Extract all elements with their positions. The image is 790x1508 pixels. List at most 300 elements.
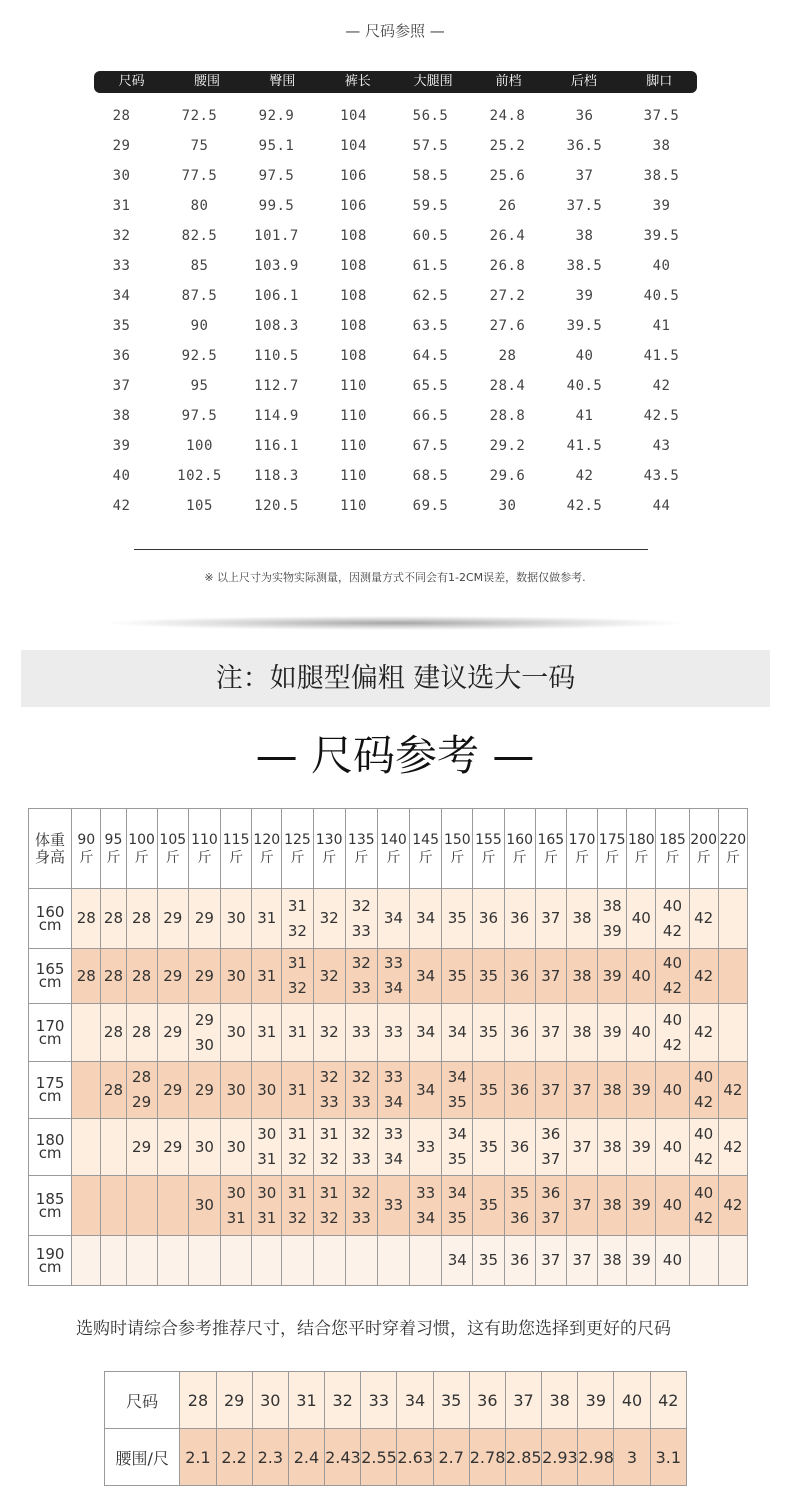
size-cell: 29 — [216, 1372, 252, 1429]
size-value: 38 — [602, 1251, 622, 1269]
size-cell — [157, 1119, 188, 1176]
size-value: 42 — [694, 966, 714, 985]
size-value: 39 — [631, 1251, 651, 1269]
size-value: 42 — [723, 1080, 743, 1099]
size-cell — [188, 949, 220, 1004]
size-value: 34 — [447, 1023, 467, 1041]
size-cell — [535, 1062, 566, 1119]
height-weight-size-grid — [28, 808, 748, 1286]
table-cell: 37.5 — [643, 108, 680, 124]
size-cell: 36 — [469, 1372, 505, 1429]
height-header — [29, 889, 72, 949]
size-cell — [377, 949, 409, 1004]
weight-unit: 斤 — [481, 849, 496, 866]
size-value: 35 — [478, 1137, 499, 1156]
waist-cell: 2.7 — [433, 1429, 469, 1486]
decorative-shadow — [110, 616, 680, 630]
table-cell: 33 — [112, 258, 131, 274]
size-cell — [535, 949, 566, 1004]
weight-header — [566, 809, 597, 889]
table-cell: 37.5 — [566, 198, 603, 214]
table-cell: 77.5 — [181, 168, 218, 184]
height-row — [29, 1119, 748, 1176]
size-value: 28 — [76, 909, 96, 927]
waist-cell: 2.55 — [361, 1429, 397, 1486]
size-cell — [566, 949, 597, 1004]
table-cell: 67.5 — [412, 438, 449, 454]
size-value: 42 — [694, 909, 714, 927]
size-cell — [689, 1119, 718, 1176]
height-row — [29, 949, 748, 1004]
size-cell — [656, 889, 689, 949]
size-value: 32 — [351, 1068, 371, 1086]
size-value: 38 — [602, 896, 622, 915]
weight-unit: 斤 — [605, 849, 620, 866]
size-value: 40 — [631, 966, 651, 985]
table-cell: 40 — [575, 348, 594, 364]
table-cell: 42.5 — [643, 408, 680, 424]
size-value: 30 — [194, 1137, 214, 1156]
size-cell — [126, 1062, 157, 1119]
size-cell — [627, 889, 656, 949]
size-cell — [598, 1004, 627, 1062]
size-value: 40 — [662, 896, 683, 915]
size-value: 35 — [447, 966, 467, 985]
table-row — [82, 161, 700, 191]
size-cell — [566, 1119, 597, 1176]
weight-value: 180 — [627, 831, 655, 848]
size-cell — [101, 1062, 126, 1119]
size-cell — [252, 1236, 282, 1286]
size-cell — [504, 1062, 535, 1119]
weight-header — [718, 809, 747, 889]
height-header — [29, 1119, 72, 1176]
size-cell — [72, 1004, 101, 1062]
size-cell — [126, 949, 157, 1004]
size-value: 28 — [132, 966, 152, 985]
table-cell: 101.7 — [254, 228, 299, 244]
weight-header — [126, 809, 157, 889]
size-value: 31 — [257, 1150, 277, 1168]
size-cell — [221, 1004, 252, 1062]
table-cell: 42 — [575, 468, 594, 484]
size-cell — [656, 1119, 689, 1176]
size-cell — [282, 1004, 313, 1062]
table-cell: 92.9 — [258, 108, 295, 124]
height-value: 160 — [35, 902, 65, 921]
size-value: 34 — [383, 979, 403, 997]
size-cell — [718, 1062, 747, 1119]
table-cell: 37 — [575, 168, 594, 184]
table-cell: 112.7 — [254, 378, 299, 394]
table-cell: 105 — [186, 498, 213, 514]
size-value: 33 — [319, 1093, 339, 1111]
size-value: 36 — [478, 909, 499, 927]
size-cell — [566, 1004, 597, 1062]
size-cell — [504, 1176, 535, 1236]
table-cell: 102.5 — [177, 468, 222, 484]
size-cell — [377, 1062, 409, 1119]
weight-value: 130 — [315, 831, 343, 848]
weight-unit: 斤 — [634, 849, 649, 866]
table-cell: 90 — [190, 318, 209, 334]
size-value: 30 — [226, 1137, 246, 1156]
size-value: 37 — [572, 1080, 592, 1099]
size-cell — [72, 1062, 101, 1119]
weight-unit: 斤 — [165, 849, 180, 866]
size-cell: 39 — [578, 1372, 614, 1429]
height-unit: cm — [38, 973, 62, 991]
weight-header — [282, 809, 313, 889]
size-value: 39 — [602, 921, 622, 940]
size-value: 38 — [602, 1196, 622, 1214]
size-value: 29 — [163, 1137, 183, 1156]
table-cell: 30 — [112, 168, 131, 184]
size-cell — [313, 889, 345, 949]
size-cell — [566, 889, 597, 949]
size-cell — [188, 1236, 220, 1286]
weight-header — [504, 809, 535, 889]
size-cell — [313, 1062, 345, 1119]
table-row — [82, 401, 700, 431]
size-cell — [473, 1062, 504, 1119]
weight-value: 95 — [104, 831, 123, 848]
size-cell: 38 — [542, 1372, 578, 1429]
height-unit: cm — [38, 915, 62, 934]
size-cell: 30 — [252, 1372, 288, 1429]
waist-cell: 2.98 — [578, 1429, 614, 1486]
size-cell — [656, 1176, 689, 1236]
weight-value: 125 — [284, 831, 311, 848]
size-cell — [72, 1236, 101, 1286]
size-value: 32 — [351, 1183, 371, 1202]
size-chart-body — [82, 101, 700, 521]
size-value: 32 — [319, 1023, 339, 1041]
size-cell — [442, 949, 473, 1004]
height-row — [29, 1004, 748, 1062]
waist-cell: 2.1 — [180, 1429, 216, 1486]
size-cell — [442, 1119, 473, 1176]
size-cell — [252, 1062, 282, 1119]
table-cell: 40 — [652, 258, 671, 274]
table-cell: 82.5 — [181, 228, 218, 244]
table-cell: 38 — [652, 138, 671, 154]
size-value: 29 — [132, 1137, 152, 1156]
size-cell — [126, 889, 157, 949]
size-value: 36 — [510, 1251, 530, 1269]
waist-cell: 2.4 — [288, 1429, 324, 1486]
table-cell: 38.5 — [643, 168, 680, 184]
table-cell: 29 — [112, 138, 131, 154]
size-value: 35 — [478, 1080, 499, 1099]
size-value: 36 — [510, 1137, 530, 1156]
weight-value: 100 — [128, 831, 155, 848]
size-cell — [221, 1119, 252, 1176]
size-value: 31 — [226, 1208, 246, 1227]
height-unit: cm — [38, 1087, 62, 1105]
height-value: 165 — [35, 960, 65, 978]
table-cell: 104 — [340, 108, 367, 124]
table-cell: 103.9 — [254, 258, 299, 274]
size-value: 28 — [103, 1023, 123, 1041]
table-row — [82, 191, 700, 221]
size-value: 30 — [257, 1183, 277, 1202]
table-cell: 40.5 — [566, 378, 603, 394]
size-cell — [410, 949, 442, 1004]
table-cell: 106.1 — [254, 288, 299, 304]
table-cell: 99.5 — [258, 198, 295, 214]
size-value: 28 — [103, 966, 123, 985]
size-value: 31 — [287, 896, 307, 915]
size-value: 31 — [319, 1183, 339, 1202]
size-cell — [627, 1119, 656, 1176]
size-cell — [377, 1176, 409, 1236]
weight-value: 150 — [443, 831, 471, 848]
size-value: 37 — [541, 1023, 561, 1041]
size-cell — [313, 1119, 345, 1176]
table-cell: 65.5 — [412, 378, 449, 394]
table-cell: 28.4 — [489, 378, 526, 394]
size-cell — [442, 1236, 473, 1286]
table-cell: 36 — [575, 108, 594, 124]
weight-unit: 斤 — [106, 849, 121, 866]
size-value: 31 — [257, 909, 277, 927]
height-row — [29, 1176, 748, 1236]
table-cell: 26.8 — [489, 258, 526, 274]
height-unit: cm — [38, 1257, 62, 1276]
size-cell — [345, 1062, 377, 1119]
size-value: 29 — [163, 909, 183, 927]
size-cell — [72, 1176, 101, 1236]
size-cell — [377, 1236, 409, 1286]
table-cell: 60.5 — [412, 228, 449, 244]
weight-value: 115 — [222, 831, 250, 848]
table-cell: 110 — [340, 408, 367, 424]
size-cell — [72, 889, 101, 949]
size-cell — [718, 949, 747, 1004]
size-value: 33 — [351, 1150, 371, 1168]
weight-value: 155 — [475, 831, 502, 848]
size-value: 40 — [662, 1137, 683, 1156]
weight-header — [442, 809, 473, 889]
size-cell — [566, 1176, 597, 1236]
weight-value: 220 — [719, 831, 747, 848]
weight-value: 200 — [690, 831, 717, 848]
size-value: 30 — [257, 1125, 277, 1143]
table-cell: 104 — [340, 138, 367, 154]
column-header: 脚口 — [646, 74, 673, 89]
size-value: 40 — [662, 1196, 683, 1214]
size-value: 31 — [257, 1208, 277, 1227]
weight-unit: 斤 — [574, 849, 589, 866]
size-value: 36 — [541, 1125, 561, 1143]
weight-header — [252, 809, 282, 889]
size-cell — [72, 1119, 101, 1176]
table-cell: 66.5 — [412, 408, 449, 424]
size-cell — [718, 1176, 747, 1236]
size-value: 35 — [510, 1183, 530, 1202]
size-value: 35 — [447, 909, 467, 927]
table-cell: 41 — [652, 318, 671, 334]
size-cell — [252, 1176, 282, 1236]
weight-unit: 斤 — [418, 849, 433, 866]
corner-weight-label: 体重 — [35, 830, 66, 849]
size-value: 39 — [631, 1080, 651, 1099]
table-cell: 108 — [340, 348, 367, 364]
size-cell: 32 — [325, 1372, 361, 1429]
size-cell — [188, 1119, 220, 1176]
size-cell — [504, 1236, 535, 1286]
size-cell — [101, 1004, 126, 1062]
table-cell: 110 — [340, 498, 367, 514]
size-cell — [627, 1004, 656, 1062]
waist-cell: 2.63 — [397, 1429, 433, 1486]
table-cell: 28.8 — [489, 408, 526, 424]
size-cell — [221, 1062, 252, 1119]
table-cell: 36.5 — [566, 138, 603, 154]
size-cell — [535, 1119, 566, 1176]
column-header: 腰围 — [194, 74, 221, 89]
size-cell — [188, 889, 220, 949]
size-cell — [598, 1062, 627, 1119]
size-cell — [656, 1004, 689, 1062]
table-cell: 28 — [112, 108, 131, 124]
size-value: 28 — [76, 966, 96, 985]
size-cell — [101, 889, 126, 949]
size-cell — [157, 1176, 188, 1236]
size-cell — [442, 1004, 473, 1062]
size-value: 28 — [132, 1023, 152, 1041]
table-cell: 95.1 — [258, 138, 295, 154]
size-value: 33 — [383, 1068, 403, 1086]
size-cell — [718, 1119, 747, 1176]
size-value: 34 — [416, 966, 436, 985]
size-cell — [504, 889, 535, 949]
weight-header — [221, 809, 252, 889]
size-cell: 28 — [180, 1372, 216, 1429]
size-value: 37 — [541, 1150, 561, 1168]
height-header — [29, 949, 72, 1004]
size-value: 32 — [287, 1150, 307, 1168]
size-value: 31 — [287, 954, 307, 972]
table-cell: 62.5 — [412, 288, 449, 304]
table-cell: 59.5 — [412, 198, 449, 214]
size-value: 40 — [694, 1183, 714, 1202]
weight-unit: 斤 — [134, 849, 149, 866]
size-value: 29 — [163, 1023, 183, 1041]
height-header — [29, 1236, 72, 1286]
height-header — [29, 1062, 72, 1119]
table-cell: 42 — [112, 498, 131, 514]
weight-value: 135 — [347, 831, 375, 848]
size-cell — [252, 949, 282, 1004]
size-chart-header — [94, 71, 697, 93]
table-row — [82, 491, 700, 521]
table-cell: 95 — [190, 378, 209, 394]
height-row — [29, 1062, 748, 1119]
table-cell: 110.5 — [254, 348, 299, 364]
height-value: 175 — [35, 1074, 65, 1092]
waist-conversion-table — [104, 1371, 687, 1486]
grid-corner-cell — [29, 809, 72, 889]
height-unit: cm — [38, 1144, 62, 1162]
table-row — [82, 371, 700, 401]
size-value: 42 — [694, 1093, 714, 1111]
weight-value: 90 — [77, 831, 96, 848]
size-cell — [252, 1004, 282, 1062]
size-cell — [221, 889, 252, 949]
weight-value: 185 — [659, 831, 686, 848]
size-cell — [157, 949, 188, 1004]
size-cell — [282, 949, 313, 1004]
size-value: 39 — [602, 966, 622, 985]
column-header: 尺码 — [118, 74, 145, 89]
size-cell — [410, 1119, 442, 1176]
size-cell — [313, 1236, 345, 1286]
table-cell: 41 — [575, 408, 594, 424]
column-header: 裤长 — [344, 74, 371, 89]
size-cell: 37 — [505, 1372, 541, 1429]
table-cell: 106 — [340, 198, 367, 214]
weight-value: 120 — [253, 831, 281, 848]
weight-unit: 斤 — [386, 849, 401, 866]
size-value: 36 — [510, 1080, 530, 1099]
table-row — [82, 221, 700, 251]
table-row — [82, 461, 700, 491]
height-unit: cm — [38, 1202, 62, 1221]
size-cell — [345, 949, 377, 1004]
size-cell — [252, 889, 282, 949]
size-cell — [101, 1176, 126, 1236]
size-value: 40 — [694, 1068, 714, 1086]
size-cell: 42 — [650, 1372, 686, 1429]
size-value: 32 — [319, 1068, 339, 1086]
size-cell — [157, 889, 188, 949]
size-cell — [442, 889, 473, 949]
size-value: 33 — [351, 921, 371, 940]
size-value: 38 — [602, 1080, 622, 1099]
table-cell: 29.2 — [489, 438, 526, 454]
size-value: 35 — [447, 1150, 467, 1168]
size-value: 37 — [572, 1251, 592, 1269]
size-cell — [442, 1062, 473, 1119]
size-cell — [656, 1062, 689, 1119]
table-cell: 120.5 — [254, 498, 299, 514]
size-cell — [345, 1119, 377, 1176]
size-cell — [473, 1119, 504, 1176]
size-cell: 33 — [361, 1372, 397, 1429]
weight-header — [410, 809, 442, 889]
weight-header — [689, 809, 718, 889]
size-value: 33 — [351, 1093, 371, 1111]
size-cell — [377, 889, 409, 949]
size-cell — [313, 949, 345, 1004]
size-value: 37 — [541, 1080, 561, 1099]
size-reference-title: — 尺码参考 — — [255, 731, 535, 780]
size-value: 32 — [319, 909, 339, 927]
advice-banner: 注：如腿型偏粗 建议选大一码 — [21, 650, 770, 707]
size-value: 39 — [631, 1137, 651, 1156]
size-value: 40 — [694, 1125, 714, 1143]
column-header: 前档 — [495, 74, 522, 89]
size-value: 40 — [662, 1010, 683, 1029]
size-cell — [410, 1176, 442, 1236]
size-value: 31 — [257, 1023, 277, 1041]
size-cell — [313, 1004, 345, 1062]
size-value: 35 — [478, 1251, 499, 1269]
size-value: 38 — [572, 1023, 592, 1041]
size-value: 31 — [287, 1023, 307, 1041]
